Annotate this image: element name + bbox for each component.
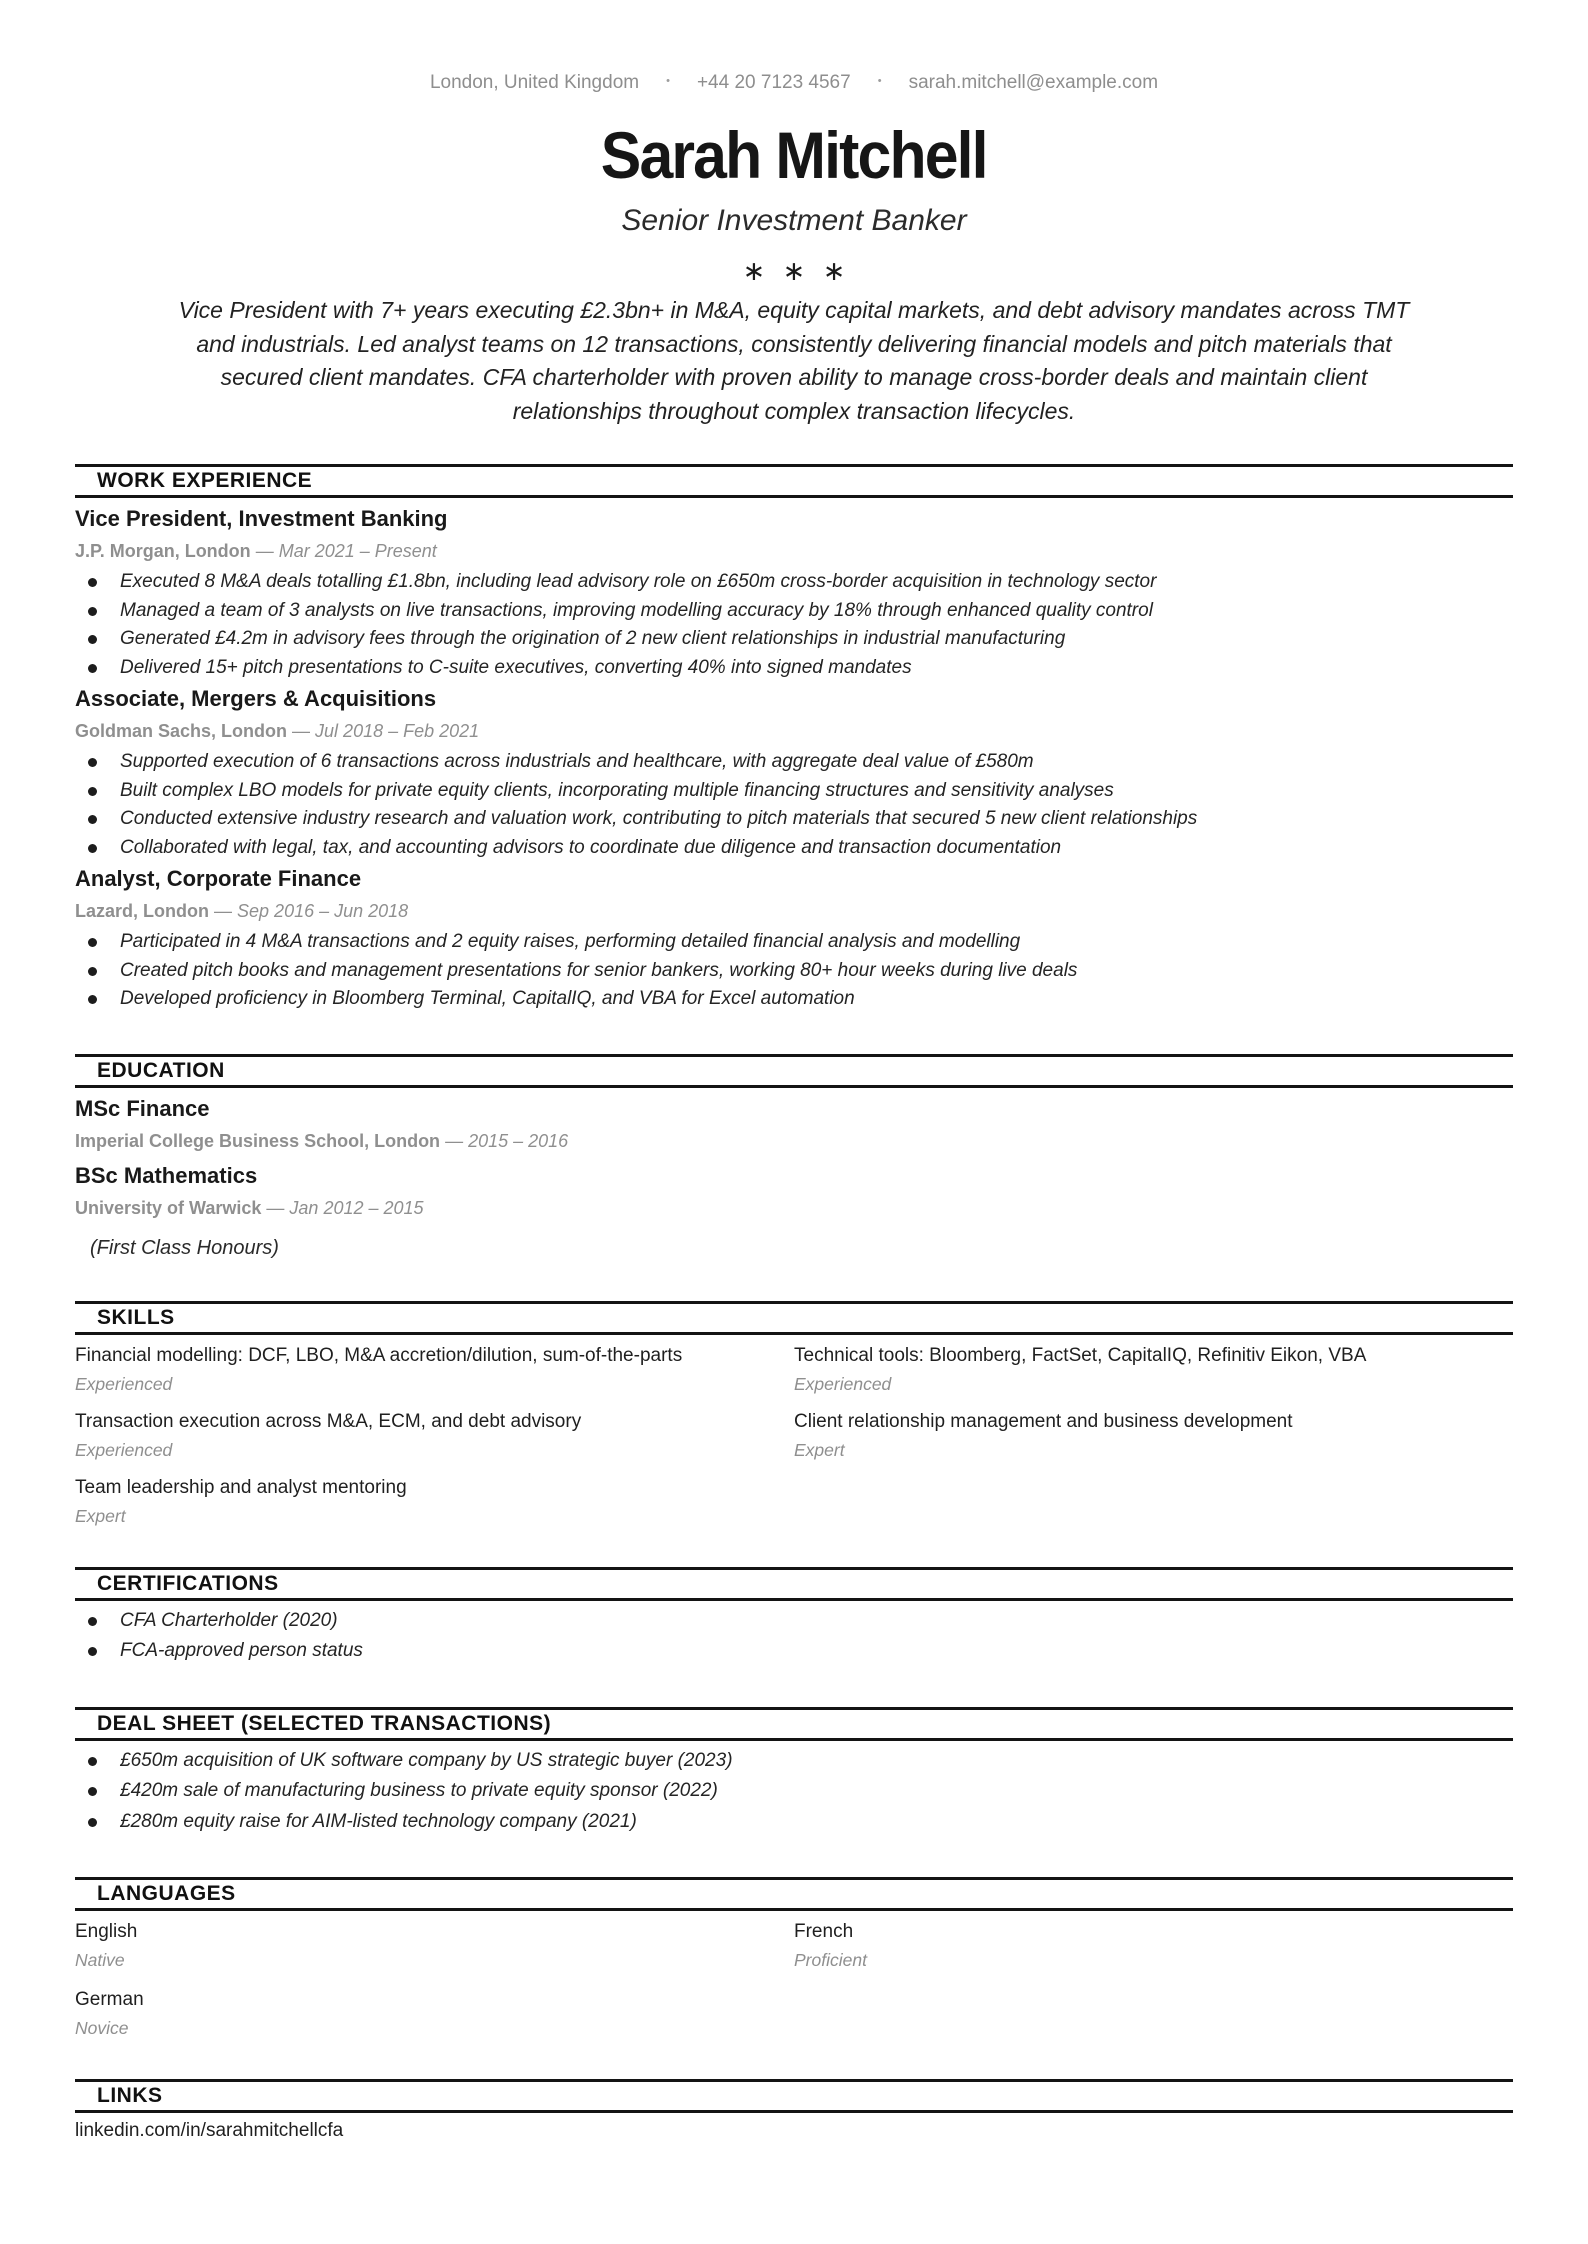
school-name: University of Warwick — [75, 1197, 262, 1218]
job-company: Lazard, London — [75, 901, 209, 921]
job-meta — [75, 720, 1513, 743]
skill-level: Experienced — [75, 1373, 173, 1394]
deal-list — [75, 1746, 1513, 1838]
job-bullet-list — [75, 568, 1513, 682]
job-bullet: Supported execution of 6 transactions across industrials and healthcare, with aggregate deal value of £580m — [75, 748, 1513, 777]
skill-name: Financial modelling: DCF, LBO, M&A accretion/dilution, sum-of-the-parts — [75, 1344, 683, 1366]
section-heading-education: EDUCATION — [75, 1054, 1513, 1088]
honours-note: (First Class Honours) — [90, 1236, 279, 1259]
dash-separator: — — [214, 901, 233, 921]
job-bullet: Generated £4.2m in advisory fees through the origination of 2 new client relationships in industrial manufacturing — [75, 625, 1513, 654]
certification-item: CFA Charterholder (2020) — [75, 1606, 1513, 1637]
job-company: Goldman Sachs, London — [75, 721, 288, 741]
job-bullet: Delivered 15+ pitch presentations to C-suite executives, converting 40% into signed mandates — [75, 654, 1513, 683]
dash-separator: — — [266, 1197, 285, 1218]
job-bullet: Executed 8 M&A deals totalling £1.8bn, including lead advisory role on £650m cross-border acquisition in technology sector — [75, 568, 1513, 597]
section-certifications — [75, 1567, 1513, 1667]
language-level: Novice — [75, 2018, 129, 2038]
job-entry — [75, 866, 1513, 1014]
contact-email: sarah.mitchell@example.com — [908, 72, 1159, 93]
skill-level: Experienced — [794, 1373, 892, 1394]
job-dates: Mar 2021 – Present — [278, 541, 437, 561]
job-bullet: Developed proficiency in Bloomberg Terminal, CapitalIQ, and VBA for Excel automation — [75, 985, 1513, 1014]
section-education — [75, 1054, 1513, 1261]
language-item — [75, 1987, 794, 2039]
skill-name: Technical tools: Bloomberg, FactSet, CapitalIQ, Refinitiv Eikon, VBA — [794, 1344, 1367, 1366]
education-meta — [75, 1130, 1513, 1153]
job-bullet-list — [75, 748, 1513, 862]
job-bullet: Participated in 4 M&A transactions and 2 equity raises, performing detailed financial analysis and modelling — [75, 928, 1513, 957]
job-dates: Sep 2016 – Jun 2018 — [237, 901, 409, 921]
section-deal-sheet — [75, 1707, 1513, 1838]
section-heading-certifications: CERTIFICATIONS — [75, 1567, 1513, 1601]
language-name: German — [75, 1989, 144, 2010]
profile-summary — [75, 294, 1513, 428]
dash-separator: — — [445, 1130, 464, 1151]
skill-item — [75, 1409, 794, 1461]
certification-item: FCA-approved person status — [75, 1636, 1513, 1667]
job-bullet: Built complex LBO models for private equity clients, incorporating multiple financing structures and sensitivity analyses — [75, 777, 1513, 806]
language-item — [75, 1919, 794, 1971]
dash-separator: — — [255, 541, 274, 561]
summary-line: relationships throughout complex transaction lifecycles. — [512, 397, 1076, 424]
section-heading-deal-sheet: DEAL SHEET (SELECTED TRANSACTIONS) — [75, 1707, 1513, 1741]
contact-separator-dot: • — [877, 75, 882, 87]
section-heading-work: WORK EXPERIENCE — [75, 464, 1513, 498]
skill-item — [75, 1475, 794, 1527]
job-company: J.P. Morgan, London — [75, 541, 251, 561]
section-skills — [75, 1301, 1513, 1527]
education-entry — [75, 1163, 1513, 1220]
skill-level: Expert — [794, 1439, 845, 1460]
job-title: Analyst, Corporate Finance — [75, 866, 362, 891]
person-job-title: Senior Investment Banker — [621, 204, 967, 237]
section-heading-skills: SKILLS — [75, 1301, 1513, 1335]
job-title: Associate, Mergers & Acquisitions — [75, 686, 437, 711]
job-title: Vice President, Investment Banking — [75, 506, 448, 531]
degree-title: BSc Mathematics — [75, 1162, 258, 1188]
language-name: French — [794, 1921, 854, 1942]
education-entry — [75, 1096, 1513, 1153]
job-bullet: Collaborated with legal, tax, and accounting advisors to coordinate due diligence and transaction documentation — [75, 834, 1513, 863]
language-level: Native — [75, 1950, 125, 1970]
person-name-text: Sarah Mitchell — [601, 118, 987, 192]
job-bullet-list — [75, 928, 1513, 1014]
job-meta — [75, 900, 1513, 923]
contact-location: London, United Kingdom — [429, 72, 640, 93]
contact-line — [75, 69, 1513, 95]
education-dates: Jan 2012 – 2015 — [289, 1197, 424, 1218]
deal-item: £280m equity raise for AIM-listed technology company (2021) — [75, 1807, 1513, 1838]
job-entry — [75, 506, 1513, 682]
language-level: Proficient — [794, 1950, 867, 1970]
job-meta — [75, 540, 1513, 563]
skill-name: Client relationship management and business development — [794, 1410, 1293, 1432]
skill-item — [794, 1343, 1513, 1395]
languages-grid — [75, 1919, 1513, 2039]
education-meta — [75, 1197, 1513, 1220]
skill-item — [794, 1409, 1513, 1461]
summary-line: and industrials. Led analyst teams on 12 transactions, consistently delivering financial models and pitch materials that — [196, 330, 1392, 357]
section-links — [75, 2079, 1513, 2143]
section-heading-languages: LANGUAGES — [75, 1877, 1513, 1911]
skill-item — [75, 1343, 794, 1395]
skills-grid — [75, 1343, 1513, 1527]
section-heading-links: LINKS — [75, 2079, 1513, 2113]
certification-list — [75, 1606, 1513, 1667]
skill-name: Team leadership and analyst mentoring — [75, 1476, 407, 1498]
job-entry — [75, 686, 1513, 862]
job-bullet: Created pitch books and management presentations for senior bankers, working 80+ hour weeks during live deals — [75, 957, 1513, 986]
job-bullet: Managed a team of 3 analysts on live transactions, improving modelling accuracy by 18% through enhanced quality control — [75, 597, 1513, 626]
education-dates: 2015 – 2016 — [468, 1130, 569, 1151]
dash-separator: — — [292, 721, 311, 741]
section-languages — [75, 1877, 1513, 2039]
deal-item: £650m acquisition of UK software company by US strategic buyer (2023) — [75, 1746, 1513, 1777]
degree-title: MSc Finance — [75, 1095, 210, 1121]
summary-line: secured client mandates. CFA charterholder with proven ability to manage cross-border deals and maintain client — [220, 364, 1368, 390]
person-name — [75, 118, 1513, 192]
asterisk-divider: ∗ ∗ ∗ — [742, 256, 846, 286]
skill-level: Expert — [75, 1505, 126, 1526]
language-item — [794, 1919, 1513, 1971]
linkedin-link[interactable]: linkedin.com/in/sarahmitchellcfa — [75, 2120, 344, 2141]
school-name: Imperial College Business School, London — [75, 1130, 441, 1151]
language-name: English — [75, 1921, 138, 1942]
skill-level: Experienced — [75, 1439, 173, 1460]
job-dates: Jul 2018 – Feb 2021 — [315, 721, 480, 741]
job-bullet: Conducted extensive industry research and valuation work, contributing to pitch materials that secured 5 new client relationships — [75, 805, 1513, 834]
contact-phone: +44 20 7123 4567 — [696, 72, 851, 93]
section-work-experience — [75, 464, 1513, 1014]
summary-line: Vice President with 7+ years executing £2.3bn+ in M&A, equity capital markets, and debt advisory mandates across TMT — [178, 297, 1410, 323]
skill-name: Transaction execution across M&A, ECM, and debt advisory — [75, 1410, 582, 1432]
deal-item: £420m sale of manufacturing business to private equity sponsor (2022) — [75, 1776, 1513, 1807]
contact-separator-dot: • — [666, 75, 670, 87]
